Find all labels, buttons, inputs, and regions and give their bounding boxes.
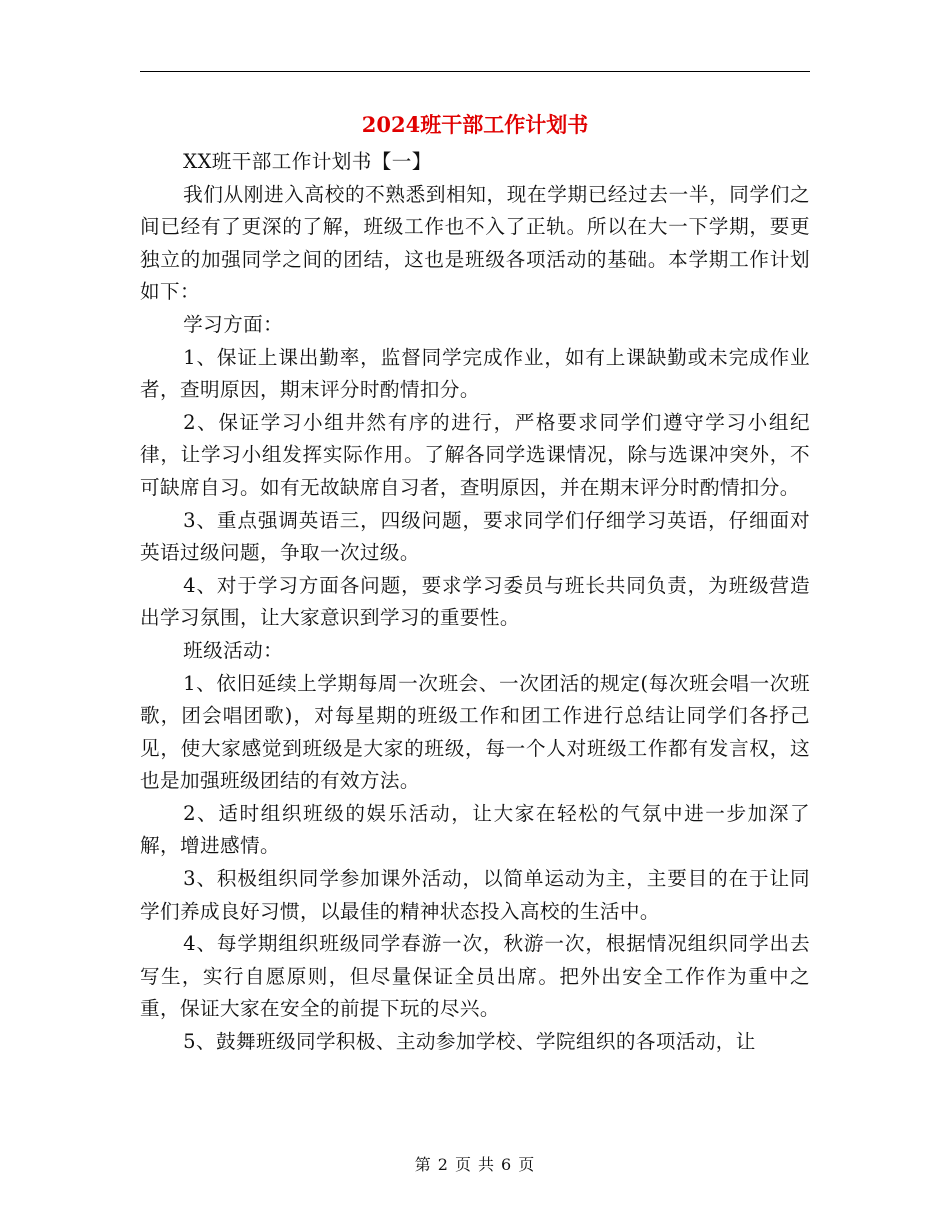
footer-current-page: 2 [437, 1155, 449, 1174]
footer-suffix: 页 [518, 1155, 536, 1174]
document-title: 2024班干部工作计划书 [361, 112, 589, 137]
activity-item-3: 3、积极组织同学参加课外活动，以简单运动为主，主要目的在于让同学们养成良好习惯，以最佳的精神状态投入高校的生活中。 [140, 867, 810, 923]
header-rule [140, 71, 810, 72]
activity-item-5: 5、鼓舞班级同学积极、主动参加学校、学院组织的各项活动，让 [183, 1030, 756, 1054]
section-heading: XX班干部工作计划书【一】 [183, 150, 432, 173]
study-item-3: 3、重点强调英语三，四级问题，要求同学们仔细学习英语，仔细面对英语过级问题，争取一次过级。 [140, 508, 810, 565]
intro-paragraph: 我们从刚进入高校的不熟悉到相知，现在学期已经过去一半，同学们之间已经有了更深的了解，班级工作也不入了正轨。所以在大一下学期，要更独立的加强同学之间的团结，这也是班级各项活动的基础。本学期工作计划如下： [140, 182, 810, 304]
study-item-4: 4、对于学习方面各问题，要求学习委员与班长共同负责，为班级营造出学习氛围，让大家意识到学习的重要性。 [140, 573, 810, 630]
subsection-heading-activities: 班级活动： [183, 638, 284, 662]
study-item-2: 2、保证学习小组井然有序的进行，严格要求同学们遵守学习小组纪律，让学习小组发挥实际作用。了解各同学选课情况，除与选课冲突外，不可缺席自习。如有无故缺席自习者，查明原因，并在期末评分时酌情扣分。 [140, 410, 810, 499]
page-number-footer [0, 1151, 950, 1179]
study-item-1: 1、保证上课出勤率，监督同学完成作业，如有上课缺勤或未完成作业者，查明原因，期末评分时酌情扣分。 [140, 345, 810, 402]
footer-prefix: 第 [414, 1155, 432, 1174]
activity-item-1: 1、依旧延续上学期每周一次班会、一次团活的规定(每次班会唱一次班歌，团会唱团歌)，对每星期的班级工作和团工作进行总结让同学们各抒己见，使大家感觉到班级是大家的班级，每一个人对班级工作都有发言权，这也是加强班级团结的有效方法。 [140, 671, 810, 793]
activity-item-2: 2、适时组织班级的娱乐活动，让大家在轻松的气氛中进一步加深了解，增进感情。 [140, 801, 810, 858]
subsection-heading-study: 学习方面： [183, 312, 284, 336]
document-body [140, 146, 810, 1059]
footer-page-word: 页 [454, 1155, 472, 1174]
footer-total-pages: 6 [501, 1155, 513, 1174]
activity-item-4: 4、每学期组织班级同学春游一次，秋游一次，根据情况组织同学出去写生，实行自愿原则，但尽量保证全员出席。把外出安全工作作为重中之重，保证大家在安全的前提下玩的尽兴。 [140, 932, 810, 1021]
footer-total-label: 共 [478, 1155, 496, 1174]
